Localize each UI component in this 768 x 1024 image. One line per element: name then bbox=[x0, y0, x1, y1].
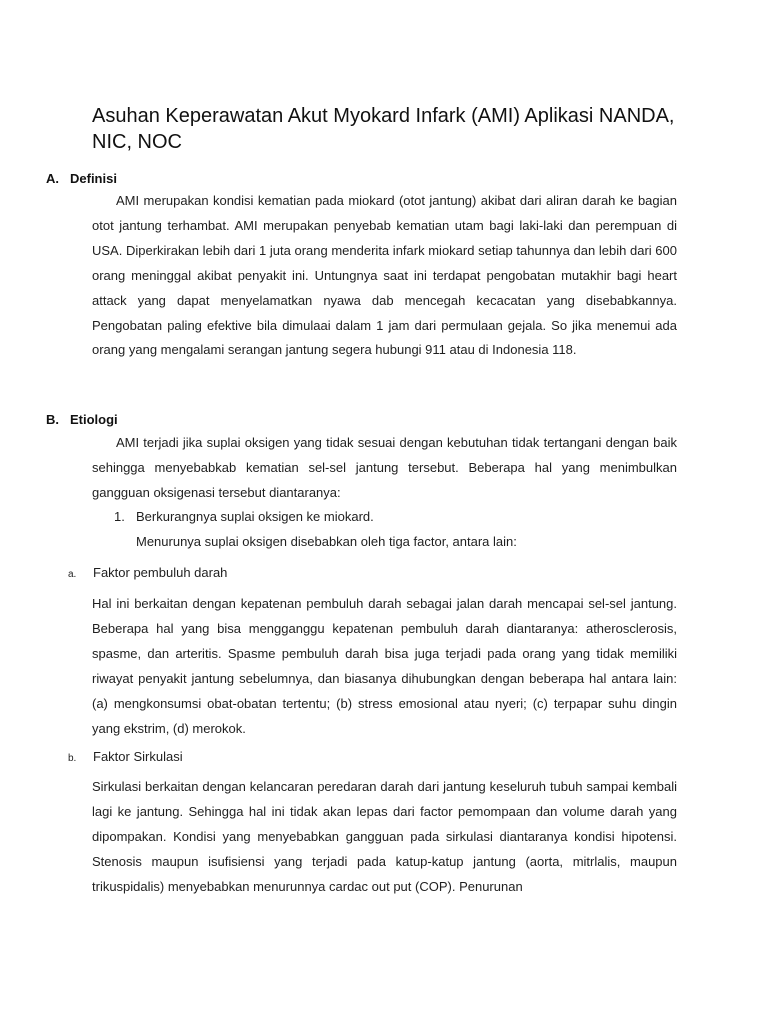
subheading-faktor-sirkulasi bbox=[68, 749, 183, 764]
section-heading-etiologi bbox=[46, 412, 118, 427]
paragraph-definisi: AMI merupakan kondisi kematian pada miokard (otot jantung) akibat dari aliran darah ke bagian otot jantung terhambat. AMI merupakan penyebab kematian utam bagi laki-laki dan perempuan di USA. Diperkirakan lebih dari 1 juta orang menderita infark miokard setiap tahunnya dan lebih dari 600 orang meninggal akibat penyakit ini. Untungnya saat ini terdapat pengobatan mutakhir bagi heart attack yang dapat menyelamatkan nyawa dab mencegah kecacatan yang disebabkannya. Pengobatan paling efektive bila dimulaai dalam 1 jam dari permulaan gejala. So jika menemui ada orang yang mengalami serangan jantung segera hubungi 911 atau di Indonesia 118. bbox=[92, 193, 677, 358]
paragraph-etiologi: AMI terjadi jika suplai oksigen yang tidak sesuai dengan kebutuhan tidak tertangani dengan baik sehingga menyebabkab kematian sel-sel jantung tersebut. Beberapa hal yang menimbulkan gangguan oksigenasi tersebut diantaranya: bbox=[92, 435, 677, 500]
subheading-faktor-pembuluh-darah bbox=[68, 565, 227, 580]
section-marker: A. bbox=[46, 171, 59, 186]
sub-title: Faktor pembuluh darah bbox=[93, 565, 228, 580]
list-number: 1. bbox=[114, 509, 125, 524]
sub-marker: a. bbox=[68, 569, 77, 580]
list-text: Berkurangnya suplai oksigen ke miokard. bbox=[136, 509, 374, 524]
sub-marker: b. bbox=[68, 753, 77, 764]
section-heading-definisi bbox=[46, 171, 117, 186]
paragraph-faktor-sirkulasi: Sirkulasi berkaitan dengan kelancaran peredaran darah dari jantung keseluruh tubuh sampai kembali lagi ke jantung. Sehingga hal ini tidak akan lepas dari factor pemompaan dan volume darah yang dipompakan. Kondisi yang menyebabkan gangguan pada sirkulasi diantaranya kondisi hipotensi. Stenosis maupun isufisiensi yang terjadi pada katup-katup jantung (aorta, mitrlalis, maupun trikuspidalis) menyebabkan menurunnya cardac out put (COP). Penurunan bbox=[92, 779, 677, 894]
list-item bbox=[114, 505, 374, 529]
section-title: Definisi bbox=[70, 171, 117, 186]
sub-title: Faktor Sirkulasi bbox=[93, 749, 183, 764]
section-marker: B. bbox=[46, 412, 59, 427]
document-title: Asuhan Keperawatan Akut Myokard Infark (AMI) Aplikasi NANDA, NIC, NOC bbox=[92, 105, 675, 153]
paragraph-faktor-pembuluh-darah: Hal ini berkaitan dengan kepatenan pembuluh darah sebagai jalan darah mencapai sel-sel jantung. Beberapa hal yang bisa mengganggu kepatenan pembuluh darah diantaranya: atherosclerosis, spasme, dan arteritis. Spasme pembuluh darah bisa juga terjadi pada orang yang tidak memiliki riwayat penyakit jantung sebelumnya, dan biasanya dihubungkan dengan beberapa hal antara lain: (a) mengkonsumsi obat-obatan tertentu; (b) stress emosional atau nyeri; (c) terpapar suhu dingin yang ekstrim, (d) merokok. bbox=[92, 596, 677, 736]
list-note: Menurunya suplai oksigen disebabkan oleh tiga factor, antara lain: bbox=[136, 534, 517, 549]
section-title: Etiologi bbox=[70, 412, 118, 427]
